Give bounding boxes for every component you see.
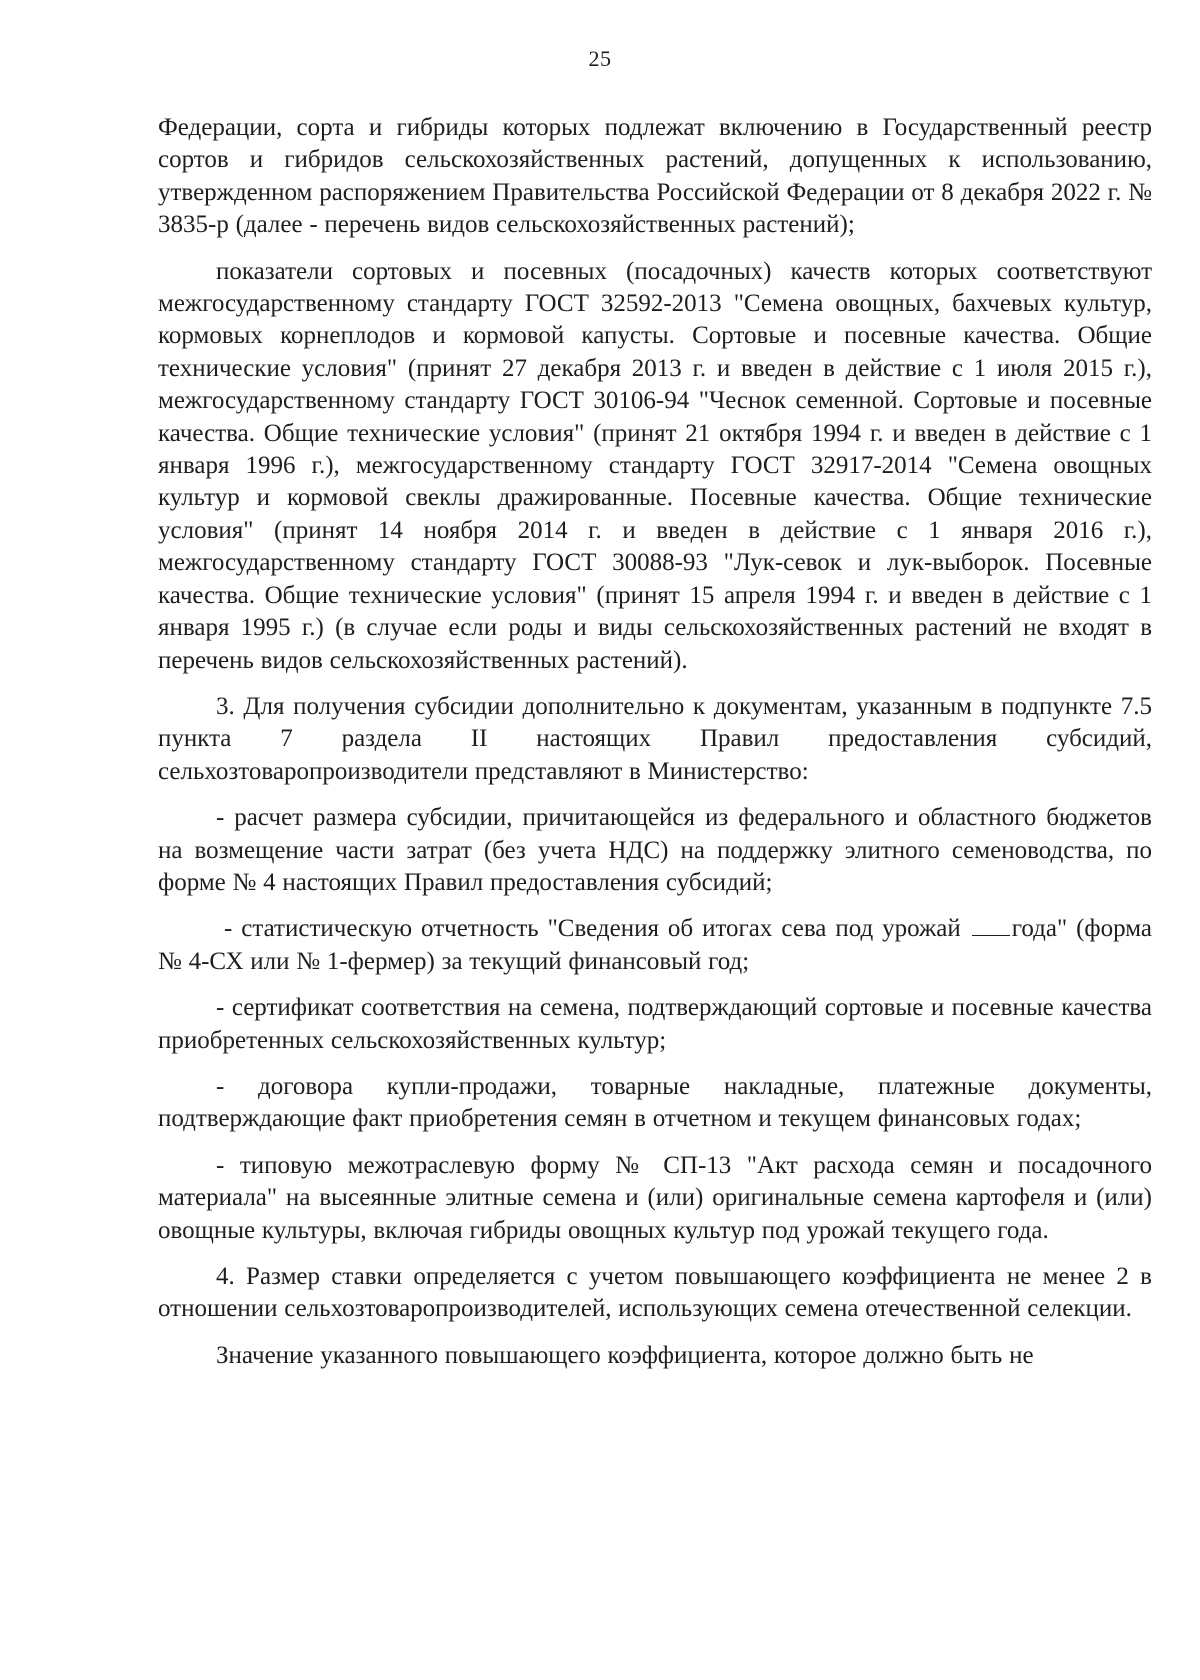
paragraph-sp13-form: - типовую межотраслевую форму № СП-13 "Акт расхода семян и посадочного материала" на высеянные элитные семена и (или) оригинальные семена картофеля и (или) овощные культуры, включая гибриды овощных культур под урожай текущего года. [158,1151,1152,1244]
paragraph-certificate: - сертификат соответствия на семена, подтверждающий сортовые и посевные качества приобретенных сельскохозяйственных культур; [158,994,1152,1054]
paragraph-federation-registry: Федерации, сорта и гибриды которых подлежат включению в Государственный реестр сортов и гибридов сельскохозяйственных растений, допущенных к использованию, утвержденном распоряжением Правительства Российской Федерации от 8 декабря 2022 г. № 3835-р (далее - перечень видов сельскохозяйственных растений); [158,114,1152,239]
document-body [158,112,1152,1386]
statistical-report-text-after: года" (форма № 4-СХ или № 1-фермер) за текущий финансовый год; [158,915,1152,975]
paragraph-statistical-report [158,913,1152,978]
paragraph-quality-indicators: показатели сортовых и посевных (посадочных) качеств которых соответствуют межгосударственному стандарту ГОСТ 32592-2013 "Семена овощных, бахчевых культур, кормовых корнеплодов и кормовой капусты. Сортовые и посевные качества. Общие технические условия" (принят 27 декабря 2013 г. и введен в действие с 1 июля 2015 г.), межгосударственному стандарту ГОСТ 30106-94 "Чеснок семенной. Сортовые и посевные качества. Общие технические условия" (принят 21 октября 1994 г. и введен в действие с 1 января 1996 г.), межгосударственному стандарту ГОСТ 32917-2014 "Семена овощных культур и кормовой свеклы дражированные. Посевные качества. Общие технические условия" (принят 14 ноября 2014 г. и введен в действие с 1 января 2016 г.), межгосударственному стандарту ГОСТ 30088-93 "Лук-севок и лук-выборок. Посевные качества. Общие технические условия" (принят 15 апреля 1994 г. и введен в действие с 1 января 1995 г.) (в случае если роды и виды сельскохозяйственных растений не входят в перечень видов сельскохозяйственных растений). [158,257,1152,674]
statistical-report-text-before: - статистическую отчетность "Сведения об итогах сева под урожай [224,915,970,943]
paragraph-contracts: - договора купли-продажи, товарные накладные, платежные документы, подтверждающие факт приобретения семян в отчетном и текущем финансовых годах; [158,1072,1152,1133]
page-number: 25 [588,46,612,71]
paragraph-item-4: 4. Размер ставки определяется с учетом повышающего коэффициента не менее 2 в отношении сельхозтоваропроизводителей, использующих семена отечественной селекции. [158,1263,1152,1323]
paragraph-subsidy-calculation: - расчет размера субсидии, причитающейся из федерального и областного бюджетов на возмещение части затрат (без учета НДС) на поддержку элитного семеноводства, по форме № 4 настоящих Правил предоставления субсидий; [158,804,1152,896]
year-blank-line [972,915,1010,936]
paragraph-item-3: 3. Для получения субсидии дополнительно к документам, указанным в подпункте 7.5 пункта 7 раздела II настоящих Правил предоставления субсидий, сельхозтоваропроизводители представляют в Министерство: [158,692,1152,785]
paragraph-coefficient-value: Значение указанного повышающего коэффициента, которое должно быть не [216,1341,1034,1369]
